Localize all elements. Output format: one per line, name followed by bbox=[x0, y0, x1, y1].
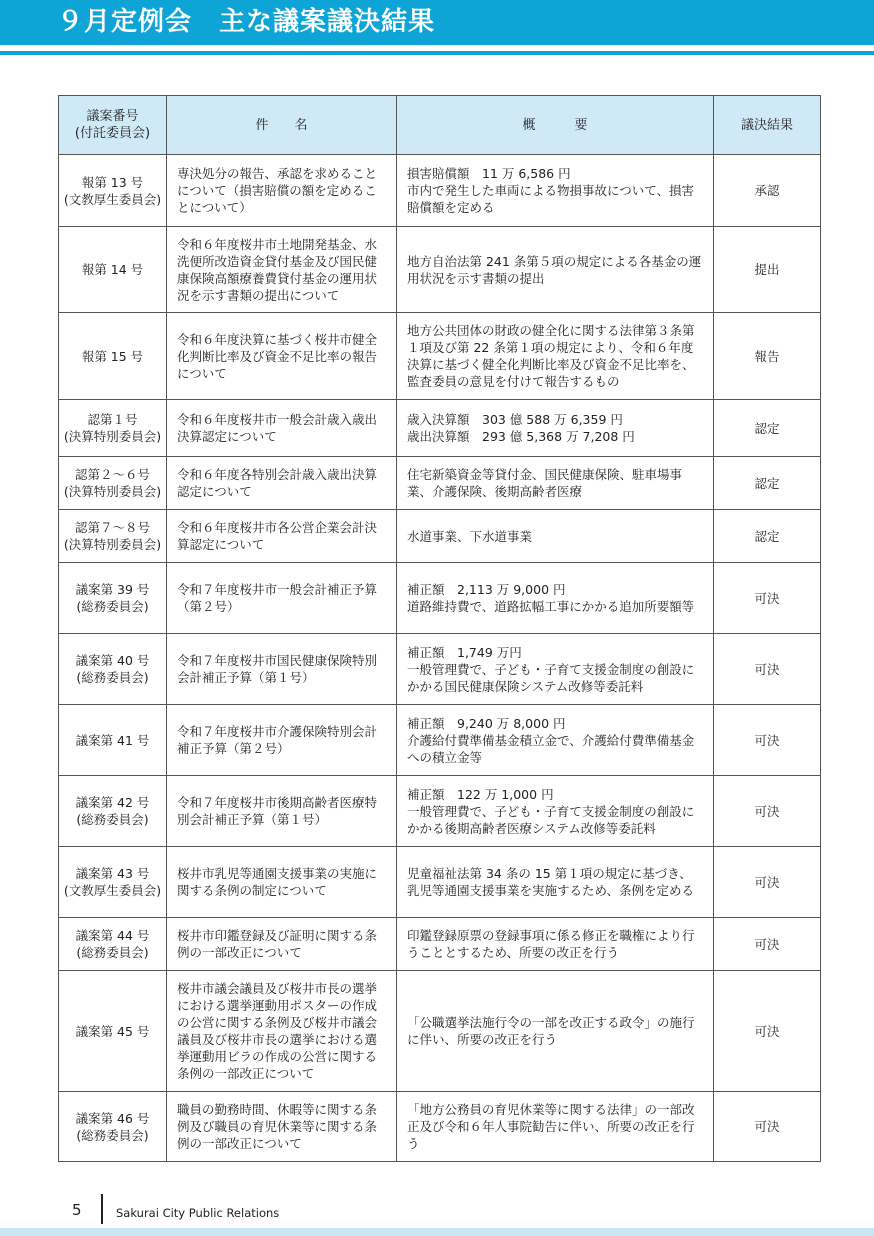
page-number: 5 bbox=[72, 1201, 82, 1219]
cell-result: 承認 bbox=[714, 155, 821, 227]
table-row bbox=[59, 705, 821, 776]
cell-result: 可決 bbox=[714, 705, 821, 776]
cell-summary: 補正額 9,240 万 8,000 円 介護給付費準備基金積立金で、介護給付費準備基金への積立金等 bbox=[397, 705, 714, 776]
page-title: ９月定例会 主な議案議決結果 bbox=[57, 7, 436, 37]
footer-band bbox=[0, 1228, 874, 1236]
header-divider bbox=[0, 51, 874, 55]
table-row bbox=[59, 155, 821, 227]
cell-id: 議案第 41 号 bbox=[59, 705, 167, 776]
table-row bbox=[59, 510, 821, 563]
cell-result: 認定 bbox=[714, 400, 821, 457]
cell-summary: 地方公共団体の財政の健全化に関する法律第３条第１項及び第 22 条第１項の規定により、令和６年度決算に基づく健全化判断比率及び資金不足比率を、監査委員の意見を付けて報告するもの bbox=[397, 313, 714, 400]
cell-id: 認第２～６号 (決算特別委員会) bbox=[59, 457, 167, 510]
resolution-results-table bbox=[58, 95, 821, 1162]
table-row bbox=[59, 776, 821, 847]
table-row bbox=[59, 971, 821, 1092]
cell-title: 令和７年度桜井市後期高齢者医療特別会計補正予算（第１号） bbox=[167, 776, 397, 847]
cell-summary: 補正額 122 万 1,000 円 一般管理費で、子ども・子育て支援金制度の創設にかかる後期高齢者医療システム改修等委託料 bbox=[397, 776, 714, 847]
header-result: 議決結果 bbox=[714, 96, 821, 155]
cell-result: 可決 bbox=[714, 634, 821, 705]
cell-summary: 歳入決算額 303 億 588 万 6,359 円 歳出決算額 293 億 5,368 万 7,208 円 bbox=[397, 400, 714, 457]
cell-id: 議案第 46 号 (総務委員会) bbox=[59, 1092, 167, 1162]
cell-result: 可決 bbox=[714, 918, 821, 971]
table-row bbox=[59, 457, 821, 510]
cell-title: 令和７年度桜井市国民健康保険特別会計補正予算（第１号） bbox=[167, 634, 397, 705]
table-row bbox=[59, 634, 821, 705]
cell-title: 令和６年度桜井市各公営企業会計決算認定について bbox=[167, 510, 397, 563]
cell-result: 報告 bbox=[714, 313, 821, 400]
cell-title: 桜井市乳児等通園支援事業の実施に関する条例の制定について bbox=[167, 847, 397, 918]
cell-id: 議案第 43 号 (文教厚生委員会) bbox=[59, 847, 167, 918]
cell-summary: 「公職選挙法施行令の一部を改正する政令」の施行に伴い、所要の改正を行う bbox=[397, 971, 714, 1092]
cell-title: 桜井市議会議員及び桜井市長の選挙における選挙運動用ポスターの作成の公営に関する条例及び桜井市議会議員及び桜井市長の選挙における選挙運動用ビラの作成の公営に関する条例の一部改正について bbox=[167, 971, 397, 1092]
cell-summary: 補正額 2,113 万 9,000 円 道路維持費で、道路拡幅工事にかかる追加所要額等 bbox=[397, 563, 714, 634]
cell-title: 令和６年度決算に基づく桜井市健全化判断比率及び資金不足比率の報告について bbox=[167, 313, 397, 400]
publication-name: Sakurai City Public Relations bbox=[116, 1206, 280, 1220]
cell-summary: 「地方公務員の育児休業等に関する法律」の一部改正及び令和６年人事院勧告に伴い、所要の改正を行う bbox=[397, 1092, 714, 1162]
table-header-row bbox=[59, 96, 821, 155]
cell-id: 報第 13 号 (文教厚生委員会) bbox=[59, 155, 167, 227]
cell-result: 可決 bbox=[714, 1092, 821, 1162]
table-row bbox=[59, 918, 821, 971]
cell-summary: 住宅新築資金等貸付金、国民健康保険、駐車場事業、介護保険、後期高齢者医療 bbox=[397, 457, 714, 510]
cell-summary: 水道事業、下水道事業 bbox=[397, 510, 714, 563]
cell-summary: 補正額 1,749 万円 一般管理費で、子ども・子育て支援金制度の創設にかかる国民健康保険システム改修等委託料 bbox=[397, 634, 714, 705]
cell-id: 議案第 42 号 (総務委員会) bbox=[59, 776, 167, 847]
cell-summary: 児童福祉法第 34 条の 15 第１項の規定に基づき、乳児等通園支援事業を実施するため、条例を定める bbox=[397, 847, 714, 918]
cell-id: 認第１号 (決算特別委員会) bbox=[59, 400, 167, 457]
cell-title: 令和６年度桜井市一般会計歳入歳出決算認定について bbox=[167, 400, 397, 457]
cell-result: 認定 bbox=[714, 457, 821, 510]
cell-summary: 損害賠償額 11 万 6,586 円 市内で発生した車両による物損事故について、損害賠償額を定める bbox=[397, 155, 714, 227]
cell-title: 令和７年度桜井市介護保険特別会計補正予算（第２号） bbox=[167, 705, 397, 776]
footer-divider bbox=[101, 1194, 103, 1224]
table-row bbox=[59, 313, 821, 400]
cell-title: 令和７年度桜井市一般会計補正予算（第２号） bbox=[167, 563, 397, 634]
cell-result: 可決 bbox=[714, 563, 821, 634]
cell-title: 専決処分の報告、承認を求めることについて（損害賠償の額を定めることについて） bbox=[167, 155, 397, 227]
table-row bbox=[59, 400, 821, 457]
table-row bbox=[59, 227, 821, 313]
cell-title: 令和６年度桜井市土地開発基金、水洗便所改造資金貸付基金及び国民健康保険高額療養費貸付基金の運用状況を示す書類の提出について bbox=[167, 227, 397, 313]
cell-id: 議案第 39 号 (総務委員会) bbox=[59, 563, 167, 634]
header-summary: 概 要 bbox=[397, 96, 714, 155]
cell-result: 可決 bbox=[714, 776, 821, 847]
cell-title: 職員の勤務時間、休暇等に関する条例及び職員の育児休業等に関する条例の一部改正について bbox=[167, 1092, 397, 1162]
cell-summary: 地方自治法第 241 条第５項の規定による各基金の運用状況を示す書類の提出 bbox=[397, 227, 714, 313]
cell-id: 報第 15 号 bbox=[59, 313, 167, 400]
table-row bbox=[59, 1092, 821, 1162]
cell-result: 認定 bbox=[714, 510, 821, 563]
table-row bbox=[59, 847, 821, 918]
cell-id: 報第 14 号 bbox=[59, 227, 167, 313]
cell-id: 議案第 40 号 (総務委員会) bbox=[59, 634, 167, 705]
cell-result: 提出 bbox=[714, 227, 821, 313]
cell-summary: 印鑑登録原票の登録事項に係る修正を職権により行うこととするため、所要の改正を行う bbox=[397, 918, 714, 971]
cell-id: 議案第 45 号 bbox=[59, 971, 167, 1092]
table-row bbox=[59, 563, 821, 634]
cell-id: 議案第 44 号 (総務委員会) bbox=[59, 918, 167, 971]
cell-title: 桜井市印鑑登録及び証明に関する条例の一部改正について bbox=[167, 918, 397, 971]
cell-result: 可決 bbox=[714, 847, 821, 918]
cell-id: 認第７～８号 (決算特別委員会) bbox=[59, 510, 167, 563]
cell-title: 令和６年度各特別会計歳入歳出決算認定について bbox=[167, 457, 397, 510]
header-id: 議案番号 (付託委員会) bbox=[59, 96, 167, 155]
cell-result: 可決 bbox=[714, 971, 821, 1092]
header-title: 件 名 bbox=[167, 96, 397, 155]
